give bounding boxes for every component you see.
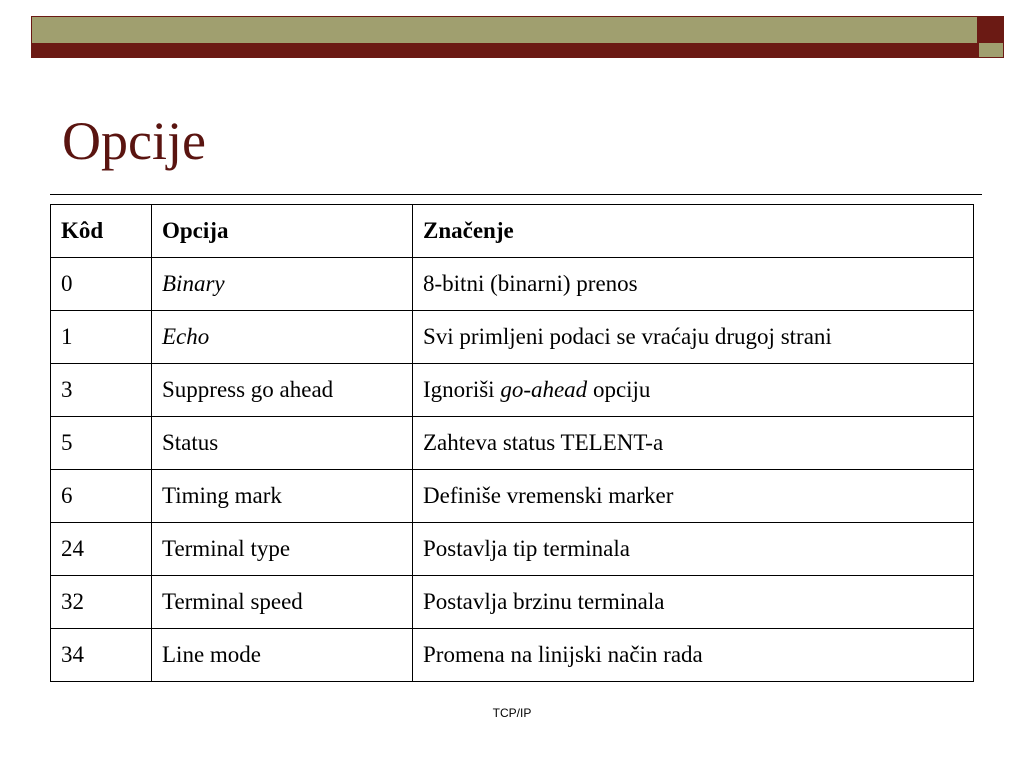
table-row	[51, 576, 974, 629]
cell-code: 3	[51, 364, 152, 417]
cell-meaning	[413, 629, 974, 682]
meaning-text: Promena na linijski način rada	[423, 642, 703, 667]
header-option: Opcija	[152, 205, 413, 258]
cell-meaning	[413, 258, 974, 311]
cell-meaning	[413, 311, 974, 364]
cell-option: Suppress go ahead	[152, 364, 413, 417]
cell-meaning	[413, 470, 974, 523]
meaning-text: opciju	[587, 377, 651, 402]
cell-code: 32	[51, 576, 152, 629]
options-table	[50, 204, 974, 682]
table-row	[51, 311, 974, 364]
cell-meaning	[413, 523, 974, 576]
meaning-text: Definiše vremenski marker	[423, 483, 674, 508]
meaning-text: Postavlja brzinu terminala	[423, 589, 665, 614]
cell-option: Binary	[152, 258, 413, 311]
cell-code: 0	[51, 258, 152, 311]
corner-olive-square	[978, 42, 1004, 58]
cell-option: Terminal speed	[152, 576, 413, 629]
cell-option: Status	[152, 417, 413, 470]
meaning-text: go-ahead	[500, 377, 588, 402]
table-row	[51, 364, 974, 417]
meaning-text: Svi primljeni podaci se vraćaju drugoj strani	[423, 324, 832, 349]
table-row	[51, 629, 974, 682]
table-row	[51, 523, 974, 576]
cell-code: 34	[51, 629, 152, 682]
cell-code: 1	[51, 311, 152, 364]
header-maroon-stripe	[32, 43, 977, 57]
cell-code: 24	[51, 523, 152, 576]
cell-meaning	[413, 364, 974, 417]
slide-footer: TCP/IP	[492, 706, 532, 720]
meaning-text: Postavlja tip terminala	[423, 536, 630, 561]
cell-option: Echo	[152, 311, 413, 364]
table-row	[51, 417, 974, 470]
header-olive-stripe	[32, 17, 977, 43]
table-body	[51, 258, 974, 682]
slide-title: Opcije	[62, 111, 206, 171]
cell-option: Timing mark	[152, 470, 413, 523]
cell-meaning	[413, 576, 974, 629]
meaning-text: Zahteva status TELENT-a	[423, 430, 664, 455]
table-row	[51, 470, 974, 523]
table-header-row	[51, 205, 974, 258]
cell-code: 5	[51, 417, 152, 470]
meaning-text: 8-bitni (binarni) prenos	[423, 271, 638, 296]
cell-option: Terminal type	[152, 523, 413, 576]
header-meaning: Značenje	[413, 205, 974, 258]
corner-maroon-square	[978, 16, 1004, 42]
cell-option: Line mode	[152, 629, 413, 682]
title-underline	[50, 194, 982, 195]
header-decoration-bar	[31, 16, 978, 58]
meaning-text: Ignoriši	[423, 377, 501, 402]
cell-meaning	[413, 417, 974, 470]
table-row	[51, 258, 974, 311]
cell-code: 6	[51, 470, 152, 523]
header-code: Kôd	[51, 205, 152, 258]
